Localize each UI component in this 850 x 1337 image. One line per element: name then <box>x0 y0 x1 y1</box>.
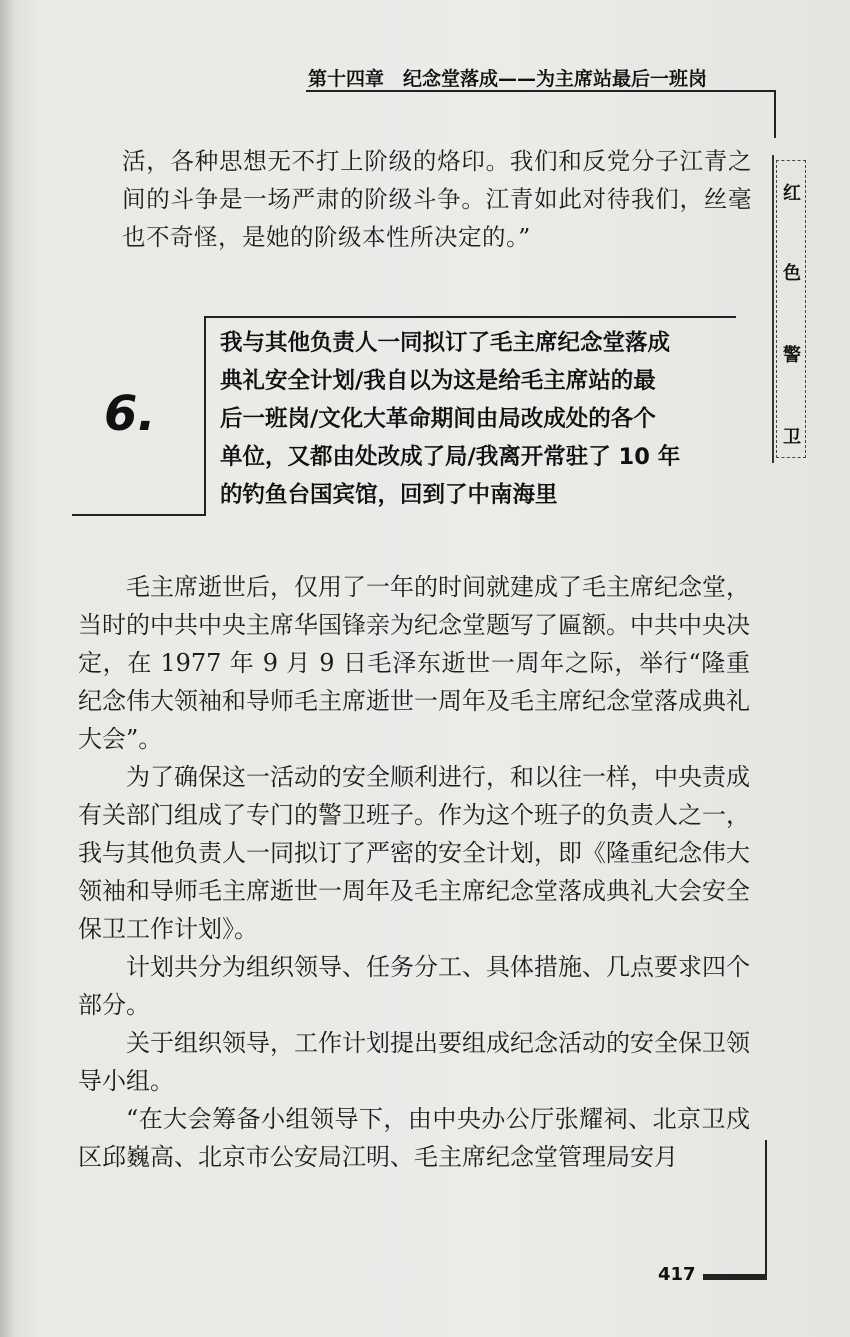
side-tab-char: 警 <box>783 345 801 366</box>
side-tab-rule <box>772 155 774 463</box>
side-tab-char: 卫 <box>783 427 801 448</box>
running-head: 第十四章 纪念堂落成——为主席站最后一班岗 <box>308 68 708 90</box>
footer-vertical-rule <box>765 1140 767 1280</box>
side-tab-book-title <box>776 160 806 458</box>
body-paragraph: 毛主席逝世后，仅用了一年的时间就建成了毛主席纪念堂，当时的中共中央主席华国锋亲为纪念堂题写了匾额。中共中央决定，在 1977 年 9 月 9 日毛泽东逝世一周年之际，举行“隆重纪念伟大领袖和导师毛主席逝世一周年及毛主席纪念堂落成典礼大会”。 <box>78 573 750 753</box>
section-title-line: 后一班岗/文化大革命期间由局改成处的各个 <box>220 406 656 432</box>
header-vertical-rule <box>774 90 776 138</box>
body-paragraph: “在大会筹备小组领导下，由中央办公厅张耀祠、北京卫戍区邱巍高、北京市公安局江明、毛主席纪念堂管理局安月 <box>78 1105 750 1171</box>
section-box-top-rule <box>206 316 736 318</box>
section-title-line: 的钓鱼台国宾馆，回到了中南海里 <box>220 482 558 508</box>
body-paragraph: 关于组织领导，工作计划提出要组成纪念活动的安全保卫领导小组。 <box>78 1029 750 1095</box>
side-tab-char: 红 <box>783 183 801 204</box>
header-rule <box>306 90 776 92</box>
body-text <box>78 568 750 1176</box>
section-title-line: 单位，又都由处改成了局/我离开常驻了 10 年 <box>220 444 681 470</box>
side-tab-char: 色 <box>783 263 801 284</box>
continued-paragraph: 活，各种思想无不打上阶级的烙印。我们和反党分子江青之间的斗争是一场严肃的阶级斗争。江青如此对待我们，丝毫也不奇怪，是她的阶级本性所决定的。” <box>122 147 752 251</box>
body-paragraph: 计划共分为组织领导、任务分工、具体措施、几点要求四个部分。 <box>78 953 750 1019</box>
page-gutter <box>0 0 14 1337</box>
page-number: 417 <box>658 1264 696 1285</box>
section-number: 6. <box>104 386 156 442</box>
section-box-left-rule <box>204 316 206 516</box>
body-paragraph: 为了确保这一活动的安全顺利进行，和以往一样，中央责成有关部门组成了专门的警卫班子。作为这个班子的负责人之一，我与其他负责人一同拟订了严密的安全计划，即《隆重纪念伟大领袖和导师毛主席逝世一周年及毛主席纪念堂落成典礼大会安全保卫工作计划》。 <box>78 763 750 943</box>
section-title <box>220 324 730 514</box>
section-title-line: 我与其他负责人一同拟订了毛主席纪念堂落成 <box>220 330 671 356</box>
section-box-bottom-rule <box>72 514 206 516</box>
page-number-rule <box>703 1274 767 1280</box>
section-title-line: 典礼安全计划/我自以为这是给毛主席站的最 <box>220 368 656 394</box>
